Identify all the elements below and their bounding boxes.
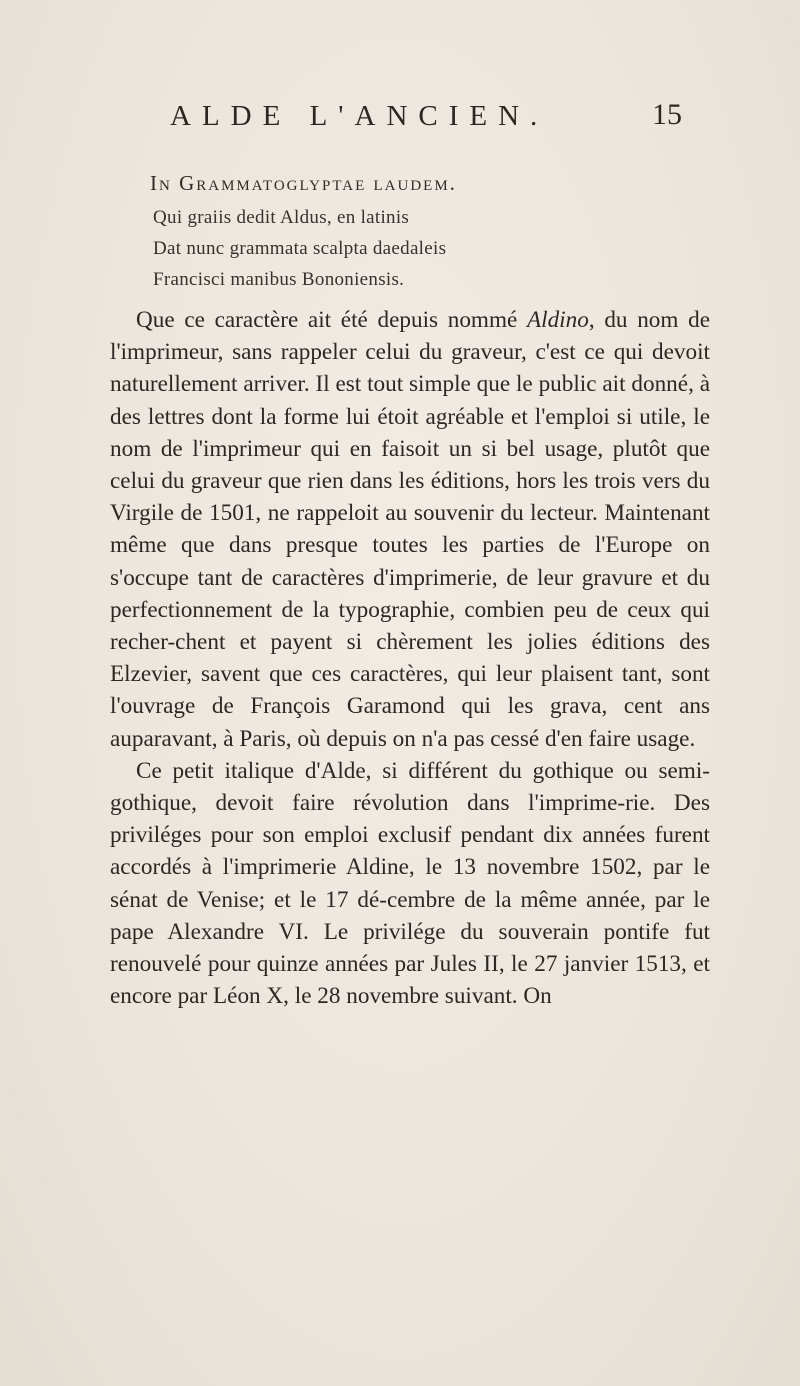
paragraph: Ce petit italique d'Alde, si différent du gothique ou semi-gothique, devoit faire révolution dans l'imprime-rie. Des priviléges pour son emploi exclusif pendant dix années furent accordés à l'imprimerie Aldine, le 13 novembre 1502, par le sénat de Venise; et le 17 dé-cembre de la même année, par le pape Alexandre VI. Le privilége du souverain pontife fut renouvelé pour quinze années par Jules II, le 27 janvier 1513, et encore par Léon X, le 28 novembre suivant. On [110, 757, 710, 1010]
paragraph-text: Que ce caractère ait été depuis nommé [136, 307, 527, 333]
epigram-line: Dat nunc grammata scalpta daedaleis [153, 238, 447, 259]
epigram-title: In Grammatoglyptae laudem. [150, 171, 457, 195]
paragraph [110, 304, 710, 755]
epigram-line: Francisci manibus Bononiensis. [153, 269, 405, 290]
page-header [170, 100, 690, 140]
epigram-line: Qui graiis dedit Aldus, en latinis [153, 207, 410, 228]
running-head: ALDE L'ANCIEN. [170, 100, 549, 132]
page-number: 15 [652, 98, 682, 131]
italic-term: Aldino [526, 307, 589, 333]
body-text [110, 304, 710, 1012]
paragraph-text: , du nom de l'imprimeur, sans rappeler celui du graveur, c'est ce qui devoit naturellement arriver. Il est tout simple que le public ait donné, à des lettres dont la forme lui étoit agréable et l'emploi si utile, le nom de l'imprimeur qui en faisoit un si bel usage, plutôt que celui du graveur que rien dans les éditions, hors les trois vers du Virgile de 1501, ne rappeloit au souvenir du lecteur. Maintenant même que dans presque toutes les parties de l'Europe on s'occupe tant de caractères d'imprimerie, de leur gravure et du perfectionnement de la typographie, combien peu de ceux qui recher-chent et payent si chèrement les jolies éditions des Elzevier, savent que ces caractères, qui leur plaisent tant, sont l'ouvrage de François Garamond qui les grava, cent ans auparavant, à Paris, où depuis on n'a pas cessé d'en faire usage. [110, 307, 710, 752]
